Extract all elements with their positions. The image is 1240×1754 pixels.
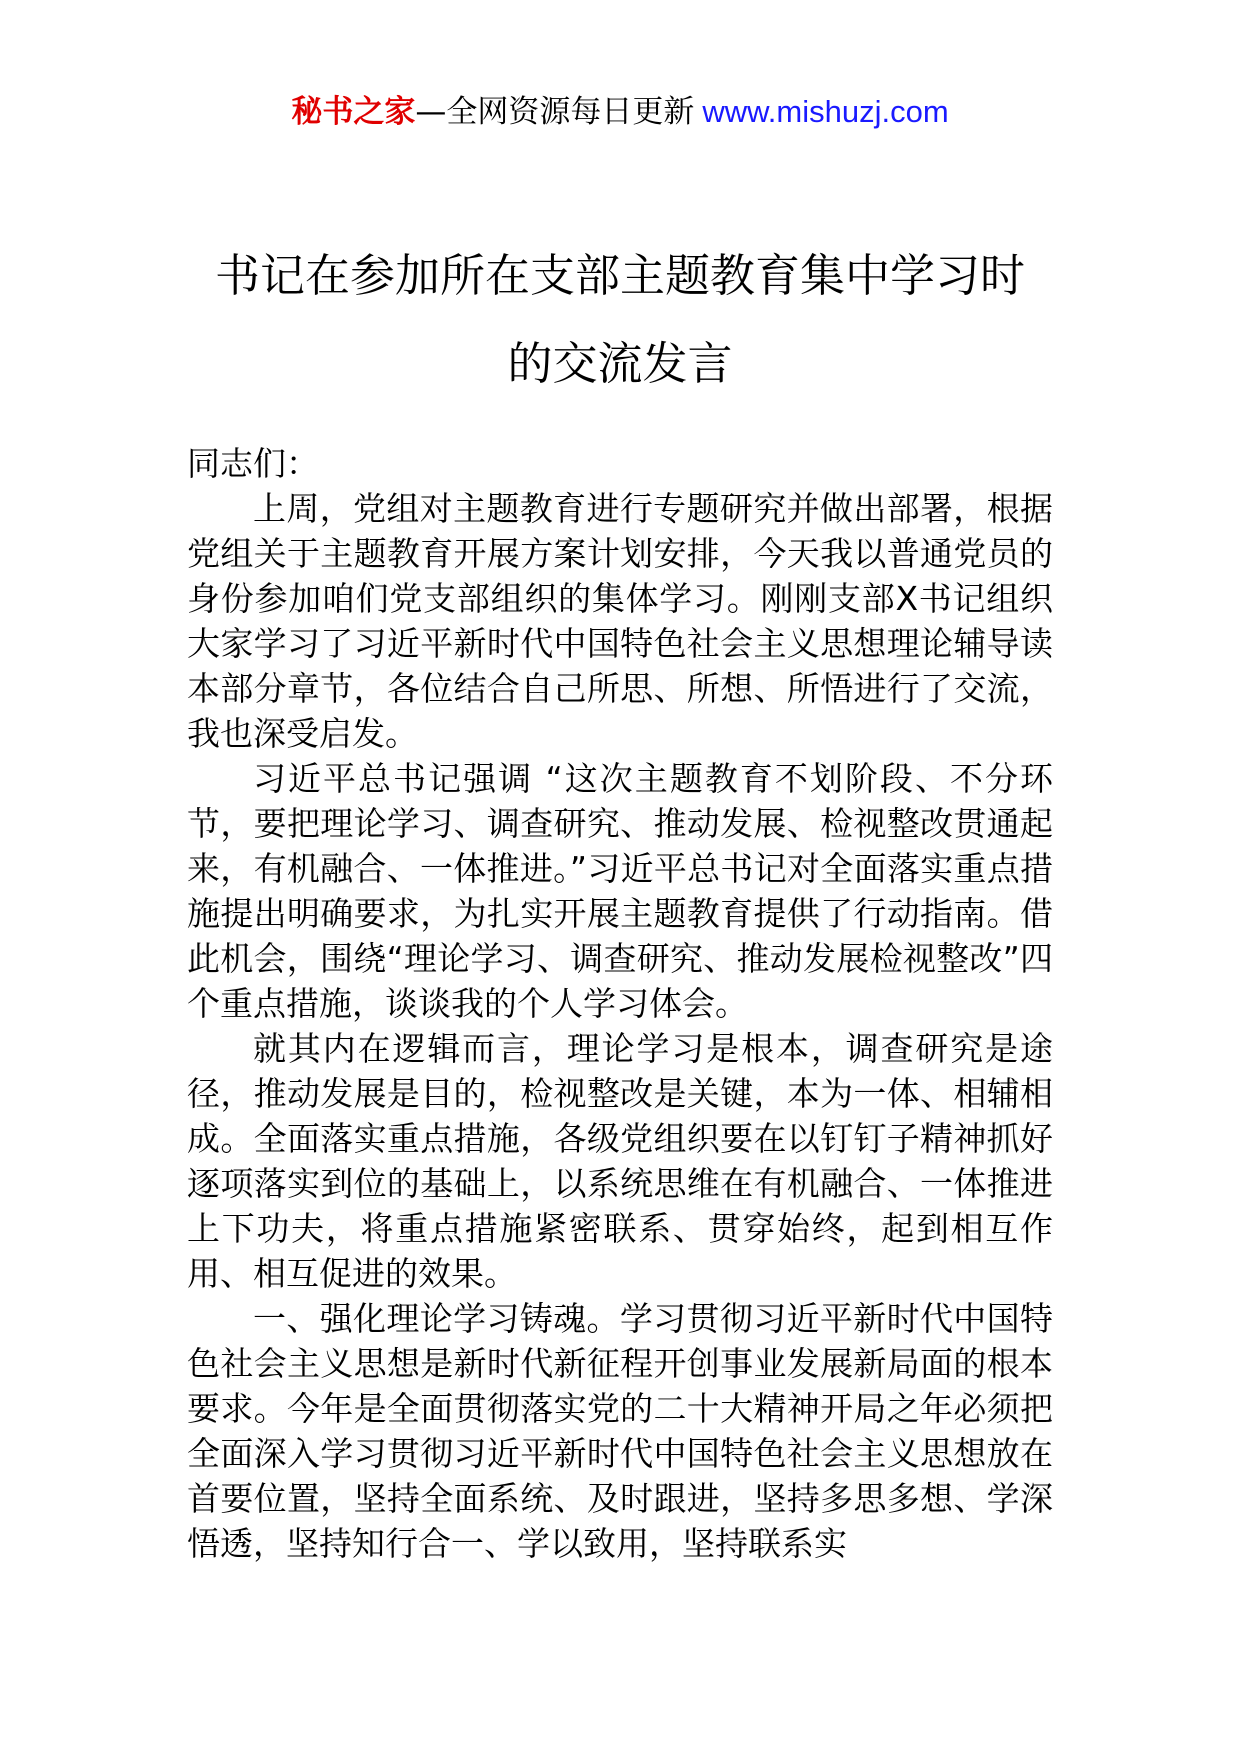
title-line-2: 的交流发言 <box>507 337 733 390</box>
document-body <box>187 441 1053 1566</box>
paragraph-4: 一、强化理论学习铸魂。学习贯彻习近平新时代中国特色社会主义思想是新时代新征程开创事业发展新局面的根本要求。今年是全面贯彻落实党的二十大精神开局之年必须把全面深入学习贯彻习近平新时代中国特色社会主义思想放在首要位置，坚持全面系统、及时跟进，坚持多思多想、学深悟透，坚持知行合一、学以致用，坚持联系实 <box>187 1299 1053 1563</box>
brand-name: 秘书之家 <box>291 94 416 130</box>
title-line-1: 书记在参加所在支部主题教育集中学习时 <box>214 249 1025 302</box>
site-header <box>0 92 1240 132</box>
paragraph-2: 习近平总书记强调 “这次主题教育不划阶段、不分环节，要把理论学习、调查研究、推动发展、检视整改贯通起来，有机融合、一体推进。”习近平总书记对全面落实重点措施提出明确要求，为扎实开展主题教育提供了行动指南。借此机会，围绕“理论学习、调查研究、推动发展检视整改”四个重点措施，谈谈我的个人学习体会。 <box>187 759 1053 1023</box>
site-url-link[interactable]: www.mishuzj.com <box>702 94 949 129</box>
paragraph-1: 上周，党组对主题教育进行专题研究并做出部署，根据党组关于主题教育开展方案计划安排，今天我以普通党员的身份参加咱们党支部组织的集体学习。刚刚支部X书记组织大家学习了习近平新时代中国特色社会主义思想理论辅导读本部分章节，各位结合自己所思、所想、所悟进行了交流，我也深受启发。 <box>187 489 1053 753</box>
salutation: 同志们： <box>187 444 319 483</box>
paragraph-3: 就其内在逻辑而言，理论学习是根本，调查研究是途径，推动发展是目的，检视整改是关键，本为一体、相辅相成。全面落实重点措施，各级党组织要在以钉钉子精神抓好逐项落实到位的基础上，以系统思维在有机融合、一体推进上下功夫，将重点措施紧密联系、贯穿始终，起到相互作用、相互促进的效果。 <box>187 1029 1053 1293</box>
document-title <box>150 232 1090 408</box>
header-slogan: —全网资源每日更新 <box>415 94 695 130</box>
